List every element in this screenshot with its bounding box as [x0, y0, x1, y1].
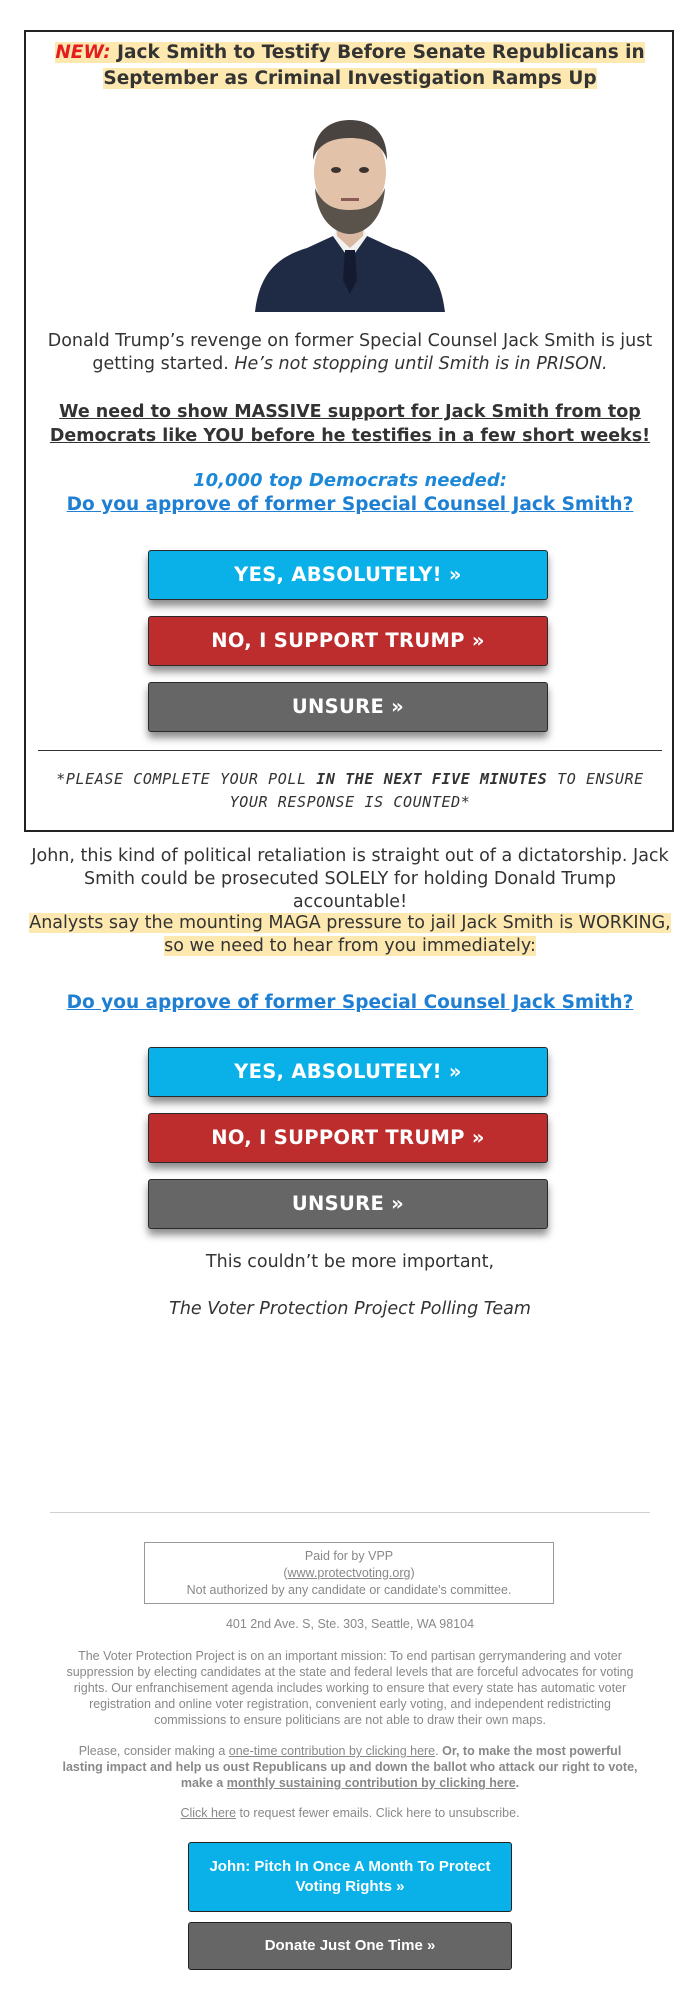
one-time-donate-button[interactable]: Donate Just One Time »	[188, 1922, 512, 1970]
no-button[interactable]: NO, I SUPPORT TRUMP »	[148, 616, 548, 666]
democrats-needed: 10,000 top Democrats needed:	[193, 470, 507, 491]
monthly-contribution-link[interactable]: monthly sustaining contribution by clicking here	[226, 1776, 516, 1790]
jack-smith-photo	[245, 110, 455, 312]
footer-divider	[50, 1512, 650, 1513]
contrib-bold-text: Or, to make the most powerful lasting impact and help us oust Republicans up and down the ballot who attack our right to vote, make a monthly sustaining contribution by clicking here.	[62, 1744, 638, 1790]
fewer-emails-link[interactable]: Click here	[180, 1806, 237, 1820]
poll-question-link-2[interactable]: Do you approve of former Special Counsel Jack Smith?	[66, 992, 634, 1013]
signature: The Voter Protection Project Polling Team	[169, 1299, 531, 1319]
one-time-contribution-link[interactable]: one-time contribution by clicking here	[228, 1744, 436, 1758]
new-tag: NEW:	[55, 42, 111, 63]
divider	[38, 750, 662, 751]
complete-notice-before: *PLEASE COMPLETE YOUR POLL	[56, 770, 307, 788]
mission-statement: The Voter Protection Project is on an important mission: To end partisan gerrymandering and voter suppression by electing candidates at the state and federal levels that are forceful advocates for voting rights. Our enfranchisement agenda includes working to ensure that every state has automatic voter registration and online voter registration, convenient early voting, and independent redistricting commissions to ensure politicians are not able to draw their own maps.	[66, 1649, 634, 1727]
protectvoting-link[interactable]: www.protectvoting.org	[287, 1566, 411, 1580]
intro-emphasis: He’s not stopping until Smith is in PRISON.	[234, 354, 608, 374]
yes-button-2[interactable]: YES, ABSOLUTELY! »	[148, 1047, 548, 1097]
paid-for-box	[144, 1542, 554, 1604]
poll-question-link[interactable]: Do you approve of former Special Counsel Jack Smith?	[66, 494, 634, 515]
complete-notice	[40, 768, 660, 814]
intro-text: Donald Trump’s revenge on former Special Counsel Jack Smith is just getting started.	[47, 331, 653, 374]
no-button-2[interactable]: NO, I SUPPORT TRUMP »	[148, 1113, 548, 1163]
body-paragraph-1: John, this kind of political retaliation is straight out of a dictatorship. Jack Smith could be prosecuted SOLELY for holding Donald Trump accountable!	[31, 846, 669, 912]
headline-text: Jack Smith to Testify Before Senate Republicans in September as Criminal Investigation Ramps Up	[103, 42, 645, 89]
unsubscribe-line	[40, 1806, 660, 1820]
unsure-button[interactable]: UNSURE »	[148, 682, 548, 732]
yes-button[interactable]: YES, ABSOLUTELY! »	[148, 550, 548, 600]
contribution-paragraph: Please, consider making a one-time contribution by clicking here. Or, to make the most powerful lasting impact and help us oust Republicans up and down the ballot who attack our right to vote, make a monthly sustaining contribution by clicking here.	[62, 1744, 638, 1790]
headline-highlight	[55, 42, 644, 89]
mailing-address: 401 2nd Ave. S, Ste. 303, Seattle, WA 98104	[225, 1617, 475, 1631]
complete-notice-after: TO ENSURE YOUR RESPONSE IS COUNTED*	[229, 770, 644, 811]
paid-for-url-line: (www.protectvoting.org)	[283, 1566, 415, 1580]
monthly-donate-button[interactable]: John: Pitch In Once A Month To Protect Voting Rights »	[188, 1842, 512, 1912]
not-authorized-line: Not authorized by any candidate or candidate's committee.	[186, 1583, 512, 1597]
contrib-intro: Please, consider making a	[78, 1744, 226, 1758]
headline	[40, 40, 660, 92]
paid-for-line: Paid for by VPP	[304, 1549, 394, 1563]
unsure-button-2[interactable]: UNSURE »	[148, 1179, 548, 1229]
intro-paragraph	[40, 330, 660, 376]
closing-line: This couldn’t be more important,	[205, 1252, 495, 1272]
body-paragraph-2-text: Analysts say the mounting MAGA pressure to jail Jack Smith is WORKING, so we need to hear from you immediately:	[29, 913, 671, 956]
support-message: We need to show MASSIVE support for Jack Smith from top Democrats like YOU before he testifies in a few short weeks!	[49, 402, 651, 446]
complete-notice-bold: IN THE NEXT FIVE MINUTES	[316, 770, 548, 788]
body-paragraph-2	[28, 912, 672, 958]
unsubscribe-text: to request fewer emails. Click here to unsubscribe.	[239, 1806, 520, 1820]
